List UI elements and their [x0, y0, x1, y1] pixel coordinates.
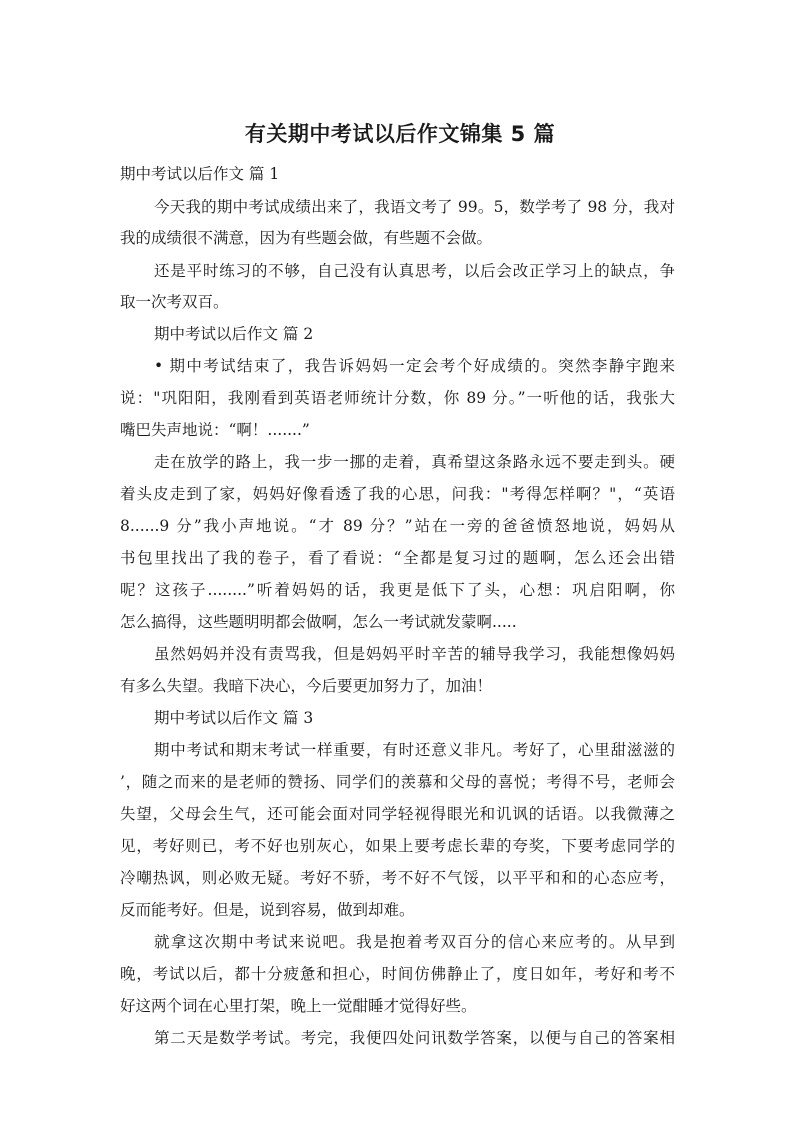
paragraph-line: ’，随之而来的是老师的赞扬、同学们的羡慕和父母的喜悦；考得不号，老师会 — [120, 773, 675, 791]
paragraph-line: 着头皮走到了家，妈妈好像看透了我的心思，问我："考得怎样啊？"，“英语 — [120, 485, 675, 503]
document-title: 有关期中考试以后作文锦集 5 篇 — [244, 122, 556, 146]
paragraph-line: 取一次考双百。 — [120, 293, 229, 311]
paragraph-line: • 期中考试结束了，我告诉妈妈一定会考个好成绩的。突然李静宇跑来 — [154, 357, 675, 375]
paragraph-line: 走在放学的路上，我一步一挪的走着，真希望这条路永远不要走到头。硬 — [154, 453, 675, 471]
paragraph-line: 期中考试和期末考试一样重要，有时还意义非凡。考好了，心里甜滋滋的 — [154, 741, 675, 759]
paragraph-line: 8......9 分”我小声地说。“才 89 分？”站在一旁的爸爸愤怒地说，妈妈从 — [120, 517, 675, 535]
paragraph-line: 好这两个词在心里打架，晚上一觉酣睡才觉得好些。 — [120, 997, 477, 1015]
paragraph-line: 晚，考试以后，都十分疲惫和担心，时间仿佛静止了，度日如年，考好和考不 — [120, 965, 675, 983]
paragraph-line: 虽然妈妈并没有责骂我，但是妈妈平时辛苦的辅导我学习，我能想像妈妈 — [154, 645, 675, 663]
section-heading-1: 期中考试以后作文 篇 1 — [120, 165, 280, 183]
paragraph-line: 就拿这次期中考试来说吧。我是抱着考双百分的信心来应考的。从早到 — [154, 933, 675, 951]
paragraph-line: 说："巩阳阳，我刚看到英语老师统计分数，你 89 分。”一听他的话，我张大 — [120, 389, 675, 407]
paragraph-line: 我的成绩很不满意，因为有些题会做，有些题不会做。 — [120, 229, 493, 247]
paragraph-line: 反而能考好。但是，说到容易，做到却难。 — [120, 901, 415, 919]
paragraph-line: 见，考好则已，考不好也别灰心，如果上要考虑长辈的夸奖，下要考虑同学的 — [120, 837, 675, 855]
paragraph-line: 失望，父母会生气，还可能会面对同学轻视得眼光和讥讽的话语。以我微薄之 — [120, 805, 675, 823]
section-heading-2: 期中考试以后作文 篇 2 — [154, 325, 314, 343]
paragraph-line: 有多么失望。我暗下决心，今后要更加努力了，加油！ — [120, 677, 493, 695]
paragraph-line: 嘴巴失声地说：“啊！.......” — [120, 421, 310, 439]
paragraph-line: 怎么搞得，这些题明明都会做啊，怎么一考试就发蒙啊..... — [120, 613, 517, 631]
paragraph-line: 第二天是数学考试。考完，我便四处问讯数学答案，以便与自己的答案相 — [154, 1029, 675, 1047]
paragraph-line: 还是平时练习的不够，自己没有认真思考，以后会改正学习上的缺点，争 — [154, 262, 675, 280]
paragraph-line: 今天我的期中考试成绩出来了，我语文考了 99。5，数学考了 98 分，我对 — [154, 198, 675, 216]
paragraph-line: 呢？这孩子........”听着妈妈的话，我更是低下了头，心想：巩启阳啊，你 — [120, 581, 675, 599]
paragraph-line: 冷嘲热讽，则必败无疑。考好不骄，考不好不气馁，以平平和和的心态应考， — [120, 869, 675, 887]
paragraph-line: 书包里找出了我的卷子，看了看说：“全都是复习过的题啊，怎么还会出错 — [120, 549, 675, 567]
section-heading-3: 期中考试以后作文 篇 3 — [154, 709, 314, 727]
